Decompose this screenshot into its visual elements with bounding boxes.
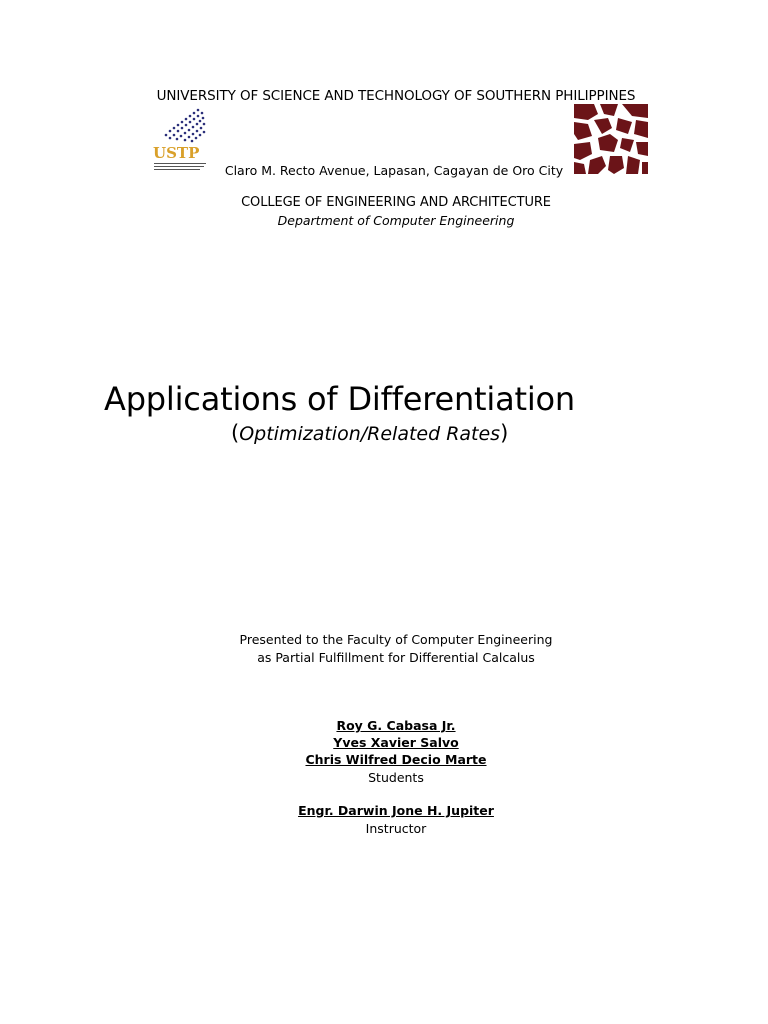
instructor-name: Engr. Darwin Jone H. Jupiter [298,803,494,818]
university-name: UNIVERSITY OF SCIENCE AND TECHNOLOGY OF SOUTHERN PHILIPPINES [156,88,636,104]
college-name: COLLEGE OF ENGINEERING AND ARCHITECTURE [241,195,551,210]
university-address: Claro M. Recto Avenue, Lapasan, Cagayan de Oro City [224,163,564,178]
subtitle-open-paren: ( [231,421,240,445]
document-subtitle [231,421,508,445]
presented-to-line: Presented to the Faculty of Computer Engineering [239,632,553,647]
student-name: Yves Xavier Salvo [333,735,459,750]
subtitle-text: Optimization/Related Rates [239,423,501,445]
student-name: Roy G. Cabasa Jr. [336,718,456,733]
document-title: Applications of Differentiation [104,380,575,418]
fulfillment-line: as Partial Fulfillment for Differential Calcalus [257,650,535,665]
department-name: Department of Computer Engineering [277,213,515,228]
instructor-label: Instructor [365,821,427,836]
student-name: Chris Wilfred Decio Marte [305,752,487,767]
students-label: Students [368,770,424,785]
ustp-logo-text: USTP [153,144,200,162]
subtitle-close-paren: ) [500,421,509,445]
